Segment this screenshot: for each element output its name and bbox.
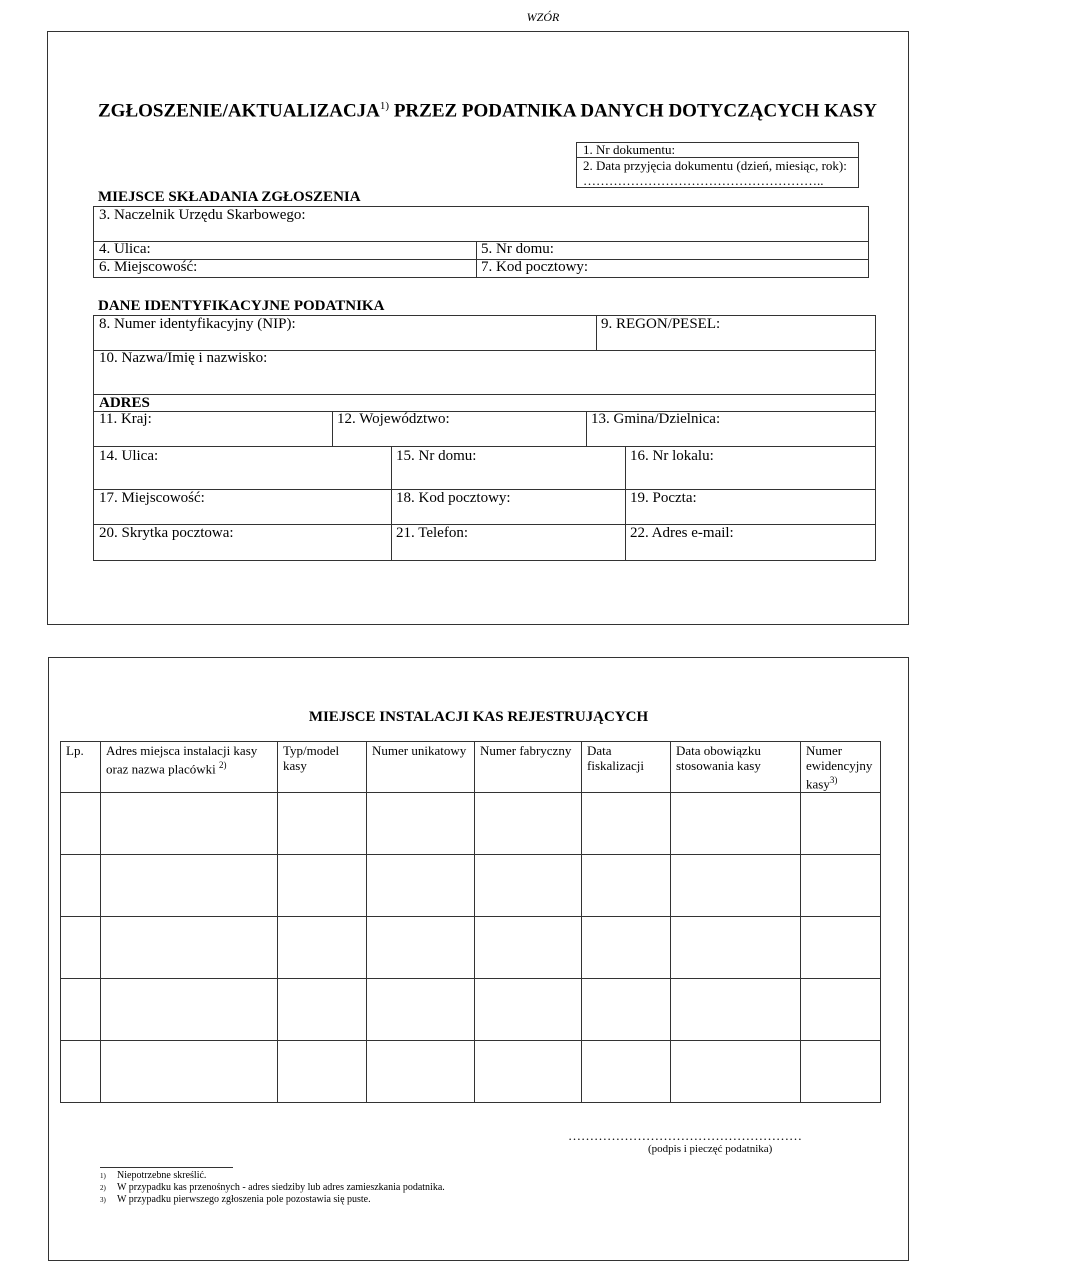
field-miejscowosc[interactable]: 17. Miejscowość: [93, 489, 392, 525]
field-nazwa[interactable]: 10. Nazwa/Imię i nazwisko: [93, 350, 876, 395]
table-cell[interactable] [671, 979, 801, 1041]
footnote-3 [100, 1194, 371, 1206]
table-row [61, 855, 881, 917]
field-email[interactable]: 22. Adres e-mail: [625, 524, 876, 561]
table-cell[interactable] [367, 979, 475, 1041]
field-ulica-us[interactable]: 4. Ulica: [93, 241, 477, 260]
field-skrytka[interactable]: 20. Skrytka pocztowa: [93, 524, 392, 561]
field-ulica[interactable]: 14. Ulica: [93, 446, 392, 490]
table-cell[interactable] [801, 1041, 881, 1103]
table-cell[interactable] [367, 855, 475, 917]
table-cell[interactable] [61, 917, 101, 979]
col-typ: Typ/model kasy [278, 742, 367, 793]
field-telefon[interactable]: 21. Telefon: [391, 524, 626, 561]
table-cell[interactable] [101, 793, 278, 855]
table-cell[interactable] [475, 979, 582, 1041]
doc-number-field[interactable]: 1. Nr dokumentu: [577, 143, 858, 158]
table-cell[interactable] [367, 1041, 475, 1103]
col-adres-label: Adres miejsca instalacji kasy oraz nazwa placówki [106, 743, 258, 777]
footnote-number: 3) [100, 1196, 106, 1204]
table-cell[interactable] [671, 855, 801, 917]
table-cell[interactable] [475, 1041, 582, 1103]
field-nr-lokalu[interactable]: 16. Nr lokalu: [625, 446, 876, 490]
table-cell[interactable] [278, 917, 367, 979]
field-regon-pesel[interactable]: 9. REGON/PESEL: [596, 315, 876, 351]
table-cell[interactable] [101, 917, 278, 979]
table-cell[interactable] [801, 979, 881, 1041]
table-cell[interactable] [582, 979, 671, 1041]
table-cell[interactable] [61, 855, 101, 917]
col-adres-footnote-ref: 2) [218, 760, 227, 770]
footnote-2 [100, 1182, 445, 1194]
table-cell[interactable] [101, 979, 278, 1041]
table-cell[interactable] [367, 917, 475, 979]
col-ewidencyjny-label: Numer ewidencyjny kasy [806, 743, 873, 792]
document-number-box [576, 142, 859, 188]
doc-date-label: 2. Data przyjęcia dokumentu (dzień, miesiąc, rok): [583, 158, 847, 173]
col-fabryczny: Numer fabryczny [475, 742, 582, 793]
wzor-label: WZÓR [526, 10, 560, 24]
section-dane-heading: DANE IDENTYFIKACYJNE PODATNIKA [98, 298, 385, 314]
col-ewidencyjny [801, 742, 881, 793]
field-nr-domu-us[interactable]: 5. Nr domu: [476, 241, 869, 260]
col-adres [101, 742, 278, 793]
field-nr-domu[interactable]: 15. Nr domu: [391, 446, 626, 490]
form-title [98, 95, 878, 122]
table-cell[interactable] [671, 917, 801, 979]
footnote-1 [100, 1170, 206, 1182]
table-cell[interactable] [801, 855, 881, 917]
table-cell[interactable] [278, 1041, 367, 1103]
table-cell[interactable] [61, 1041, 101, 1103]
title-part1: ZGŁOSZENIE/AKTUALIZACJA [98, 100, 380, 122]
installation-title: MIEJSCE INSTALACJI KAS REJESTRUJĄCYCH [308, 709, 649, 725]
table-cell[interactable] [367, 793, 475, 855]
title-part2: PRZEZ PODATNIKA DANYCH DOTYCZĄCYCH KASY [389, 100, 877, 122]
table-cell[interactable] [671, 793, 801, 855]
table-row [61, 793, 881, 855]
table-cell[interactable] [61, 979, 101, 1041]
field-wojewodztwo[interactable]: 12. Województwo: [332, 411, 587, 447]
footnote-number: 2) [100, 1184, 106, 1192]
doc-date-dots[interactable]: ……………………………………………….. [583, 173, 824, 188]
table-row [61, 1041, 881, 1103]
field-nip[interactable]: 8. Numer identyfikacyjny (NIP): [93, 315, 597, 351]
table-cell[interactable] [475, 855, 582, 917]
col-obowiazku: Data obowiązku stosowania kasy [671, 742, 801, 793]
field-poczta[interactable]: 19. Poczta: [625, 489, 876, 525]
table-row [61, 979, 881, 1041]
footnote-text: Niepotrzebne skreślić. [117, 1170, 207, 1181]
table-cell[interactable] [278, 979, 367, 1041]
col-unikatowy: Numer unikatowy [367, 742, 475, 793]
table-cell[interactable] [671, 1041, 801, 1103]
footnote-text: W przypadku pierwszego zgłoszenia pole pozostawia się puste. [117, 1194, 371, 1205]
footnote-divider [100, 1167, 233, 1168]
table-cell[interactable] [582, 917, 671, 979]
table-cell[interactable] [278, 793, 367, 855]
field-gmina[interactable]: 13. Gmina/Dzielnica: [586, 411, 876, 447]
field-naczelnik[interactable]: 3. Naczelnik Urzędu Skarbowego: [93, 206, 869, 242]
signature-line[interactable]: ……………………………………………… [568, 1128, 802, 1143]
table-header-row [61, 742, 881, 793]
table-cell[interactable] [101, 855, 278, 917]
table-cell[interactable] [101, 1041, 278, 1103]
col-ewidencyjny-footnote-ref: 3) [829, 775, 838, 785]
field-kod-pocztowy[interactable]: 18. Kod pocztowy: [391, 489, 626, 525]
col-fiskalizacji: Data fiskalizacji [582, 742, 671, 793]
footnote-text: W przypadku kas przenośnych - adres siedziby lub adres zamieszkania podatnika. [117, 1182, 445, 1193]
table-cell[interactable] [801, 793, 881, 855]
table-cell[interactable] [475, 917, 582, 979]
table-cell[interactable] [582, 855, 671, 917]
field-kraj[interactable]: 11. Kraj: [93, 411, 333, 447]
title-footnote-ref: 1) [379, 100, 390, 112]
section-miejsce-heading: MIEJSCE SKŁADANIA ZGŁOSZENIA [98, 189, 361, 205]
field-miejscowosc-us[interactable]: 6. Miejscowość: [93, 259, 477, 278]
footnote-number: 1) [100, 1172, 106, 1180]
field-kod-pocztowy-us[interactable]: 7. Kod pocztowy: [476, 259, 869, 278]
table-row [61, 917, 881, 979]
table-cell[interactable] [582, 793, 671, 855]
table-cell[interactable] [475, 793, 582, 855]
section-adres-heading: ADRES [93, 394, 876, 412]
table-cell[interactable] [61, 793, 101, 855]
signature-label: (podpis i pieczęć podatnika) [648, 1143, 773, 1155]
table-cell[interactable] [278, 855, 367, 917]
table-cell[interactable] [582, 1041, 671, 1103]
col-lp: Lp. [61, 742, 101, 793]
table-cell[interactable] [801, 917, 881, 979]
installation-table [60, 741, 881, 1103]
